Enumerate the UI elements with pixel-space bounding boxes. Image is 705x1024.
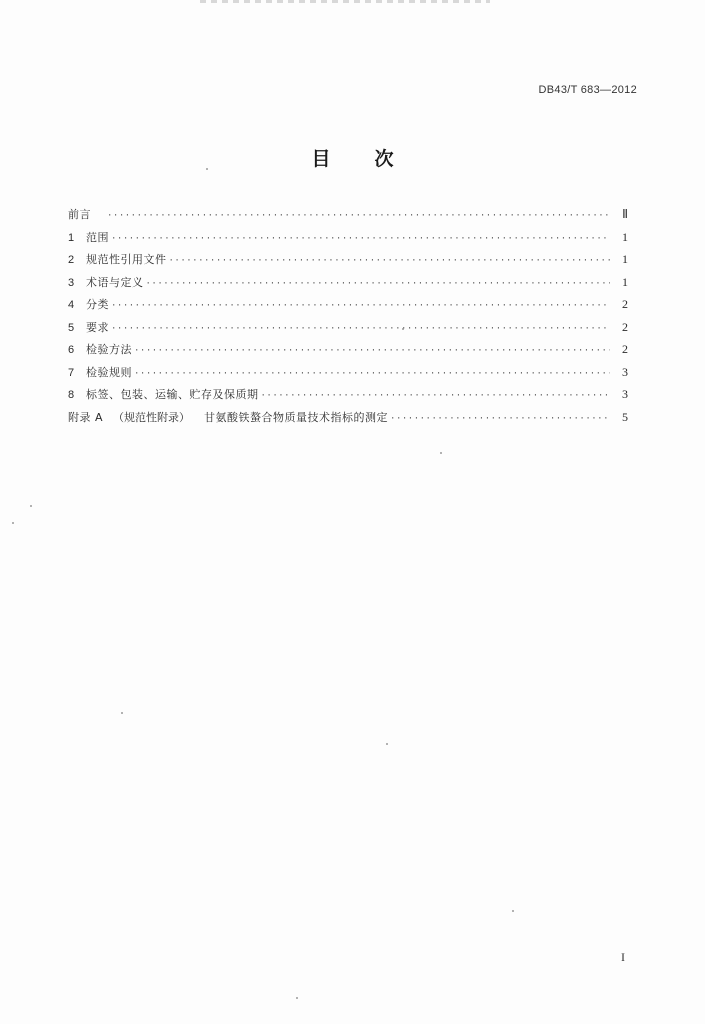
toc-entry-annex-prefix: 附录 A — [68, 410, 104, 424]
toc-entry-classification[interactable] — [68, 296, 628, 319]
page-number: I — [621, 950, 625, 964]
toc-entry-foreword[interactable] — [68, 206, 628, 229]
toc-entry-page: 1 — [622, 229, 628, 244]
toc-entry-page: 2 — [622, 297, 628, 311]
toc-entry-page: 3 — [622, 364, 628, 379]
scan-artifact — [200, 0, 490, 3]
toc-entry-label: 检验方法 — [86, 343, 132, 356]
toc-entry-page: 1 — [622, 252, 628, 266]
toc-entry-label: 范围 — [86, 230, 109, 244]
toc-entry-annex-a[interactable] — [68, 409, 628, 432]
dot-leader — [107, 211, 610, 221]
scan-speck — [440, 452, 442, 454]
scan-speck — [386, 743, 388, 745]
dot-leader — [261, 391, 611, 401]
toc-entry-label: 分类 — [86, 298, 109, 311]
toc-entry-page: 3 — [622, 387, 628, 401]
toc-entry-annex-kind: （规范性附录） — [113, 410, 191, 424]
toc-entry-number: 2 — [68, 254, 75, 266]
toc-entry-number: 1 — [68, 231, 75, 244]
toc-entry-number: 8 — [68, 389, 75, 401]
toc-entry-page: Ⅱ — [622, 207, 628, 221]
scan-speck — [402, 328, 404, 330]
toc-entry-number: 5 — [68, 321, 75, 334]
scan-speck — [30, 505, 32, 507]
standard-code: DB43/T 683—2012 — [538, 84, 637, 96]
toc-entry-terms-definitions[interactable] — [68, 274, 628, 297]
page-title-char-1: 目 — [311, 148, 331, 170]
table-of-contents — [68, 206, 628, 431]
dot-leader — [134, 369, 610, 379]
toc-entry-page: 2 — [622, 319, 628, 334]
dot-leader — [390, 414, 610, 424]
scan-speck — [206, 168, 208, 170]
page-title — [0, 144, 705, 171]
dot-leader — [111, 301, 610, 311]
scan-speck — [121, 712, 123, 714]
toc-entry-normative-references[interactable] — [68, 251, 628, 274]
toc-entry-test-methods[interactable] — [68, 341, 628, 364]
toc-entry-labeling-packaging[interactable] — [68, 386, 628, 409]
toc-entry-label: 甘氨酸铁螯合物质量技术指标的测定 — [204, 410, 389, 424]
toc-entry-number: 3 — [68, 276, 75, 289]
toc-entry-label: 要求 — [86, 320, 109, 334]
toc-entry-page: 1 — [622, 274, 628, 289]
scan-speck — [296, 997, 298, 999]
toc-entry-requirements[interactable] — [68, 319, 628, 342]
toc-entry-inspection-rules[interactable] — [68, 364, 628, 387]
page-title-char-2: 次 — [374, 148, 394, 170]
toc-entry-label: 规范性引用文件 — [86, 253, 167, 266]
scan-speck — [512, 910, 514, 912]
toc-entry-number: 6 — [68, 344, 75, 356]
toc-entry-number: 7 — [68, 366, 75, 379]
toc-entry-scope[interactable] — [68, 229, 628, 252]
toc-entry-label: 标签、包装、运输、贮存及保质期 — [86, 388, 259, 401]
dot-leader — [134, 346, 610, 356]
scan-speck — [12, 522, 14, 524]
toc-entry-page: 2 — [622, 342, 628, 356]
toc-entry-label: 检验规则 — [86, 365, 132, 379]
toc-entry-label: 前言 — [68, 208, 91, 221]
dot-leader — [111, 234, 610, 244]
dot-leader — [169, 256, 611, 266]
toc-entry-page: 5 — [622, 409, 628, 424]
toc-entry-number: 4 — [68, 299, 75, 311]
dot-leader — [111, 324, 610, 334]
toc-entry-label: 术语与定义 — [86, 275, 144, 289]
dot-leader — [146, 279, 611, 289]
